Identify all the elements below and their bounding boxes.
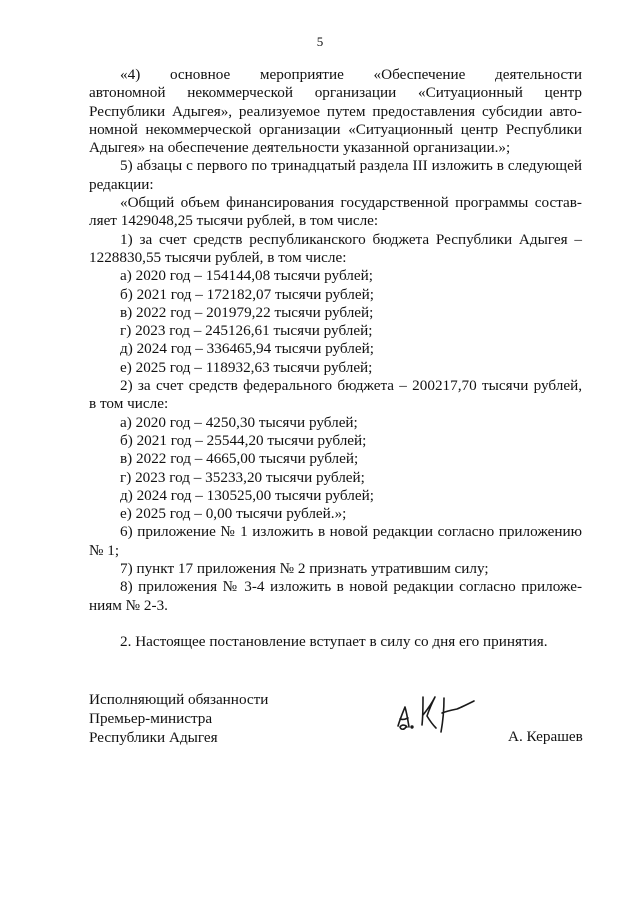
federal-budget-paragraph (89, 377, 582, 414)
list-item: в) 2022 год – 4665,00 тысячи рублей; (120, 450, 359, 468)
list-item: в) 2022 год – 201979,22 тысячи рублей; (120, 303, 374, 321)
list-item: е) 2025 год – 0,00 тысячи рублей.»; (120, 505, 347, 523)
text-line: Республики Адыгея», реализуемое путем предоставления субсидии авто- (89, 102, 582, 120)
item-7-paragraph (89, 560, 582, 578)
text-line: в том числе: (89, 395, 169, 413)
item-8-paragraph (89, 578, 582, 615)
list-item: а) 2020 год – 4250,30 тысячи рублей; (120, 413, 358, 431)
text-line: 5) абзацы с первого по тринадцатый раздела III изложить в следующей (120, 157, 582, 175)
handwritten-signature (392, 683, 492, 743)
text-line: Адыгея» на обеспечение деятельности указанной организации.»; (89, 139, 511, 157)
signatory-line: Исполняющий обязанности (89, 691, 269, 708)
page-number: 5 (316, 34, 324, 49)
item-6-paragraph (89, 523, 582, 560)
text-line: 1) за счет средств республиканского бюджета Республики Адыгея – (120, 230, 582, 248)
list-item: г) 2023 год – 245126,61 тысячи рублей; (120, 322, 373, 340)
text-line: 1228830,55 тысячи рублей, в том числе: (89, 248, 347, 266)
total-financing-paragraph (89, 194, 582, 231)
list-item: д) 2024 год – 336465,94 тысячи рублей; (120, 340, 374, 358)
list-item: г) 2023 год – 35233,20 тысячи рублей; (120, 468, 365, 486)
item-5-paragraph (89, 157, 582, 194)
clause-2-paragraph (89, 633, 582, 651)
text-line: 2. Настоящее постановление вступает в силу со дня его принятия. (120, 632, 548, 650)
signatory-line: Премьер-министра (89, 710, 213, 727)
list-item: б) 2021 год – 172182,07 тысячи рублей; (120, 285, 374, 303)
text-line: № 1; (89, 541, 120, 559)
document-body (89, 66, 582, 651)
republic-years-list (89, 267, 582, 377)
spacer (89, 615, 582, 633)
list-item: е) 2025 год – 118932,63 тысячи рублей; (120, 358, 373, 376)
text-line: 2) за счет средств федерального бюджета – 200217,70 тысячи рублей, (120, 377, 582, 395)
text-line: редакции: (89, 175, 154, 193)
text-line: 8) приложения № 3-4 изложить в новой редакции согласно приложе- (120, 578, 582, 596)
text-line: «Общий объем финансирования государственной программы состав- (120, 194, 582, 212)
text-line: 6) приложение № 1 изложить в новой редакции согласно приложению (120, 523, 582, 541)
republic-budget-paragraph (89, 231, 582, 268)
text-line: 7) пункт 17 приложения № 2 признать утратившим силу; (120, 560, 489, 578)
list-item: а) 2020 год – 154144,08 тысячи рублей; (120, 267, 373, 285)
text-line: ляет 1429048,25 тысячи рублей, в том числе: (89, 212, 379, 230)
signatory-line: Республики Адыгея (89, 729, 218, 746)
signatory-title (89, 690, 268, 747)
item-4-paragraph (89, 66, 582, 157)
text-line: номной некоммерческой организации «Ситуационный центр Республики (89, 120, 582, 138)
text-line: автономной некоммерческой организации «Ситуационный центр (89, 84, 582, 102)
text-line: «4) основное мероприятие «Обеспечение деятельности (120, 66, 582, 83)
text-line: ниям № 2-3. (89, 596, 168, 614)
list-item: б) 2021 год – 25544,20 тысячи рублей; (120, 431, 367, 449)
list-item: д) 2024 год – 130525,00 тысячи рублей; (120, 486, 374, 504)
signatory-name: А. Керашев (508, 728, 583, 745)
federal-years-list (89, 414, 582, 524)
